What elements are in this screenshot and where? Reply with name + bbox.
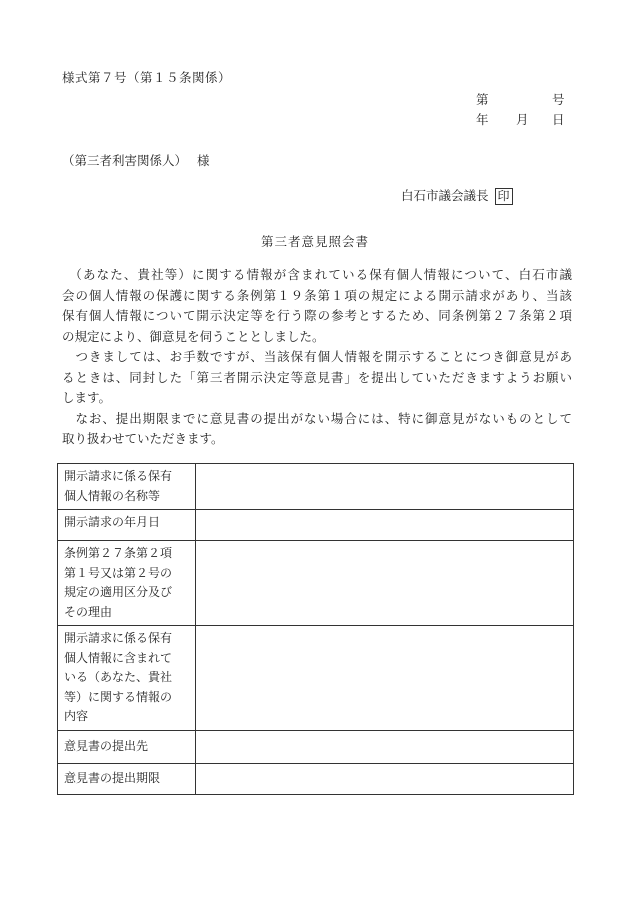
- table-row: [58, 626, 574, 731]
- row-value-submission-deadline[interactable]: [196, 763, 574, 794]
- info-table: [57, 463, 574, 795]
- document-title: 第三者意見照会書: [260, 234, 369, 249]
- table-row: [58, 541, 574, 626]
- body-line: 会の個人情報の保護に関する条例第１９条第１項の規定による開示請求があり、当該: [62, 287, 572, 303]
- addressee: [62, 151, 210, 169]
- row-value-submission-address[interactable]: [196, 730, 574, 763]
- row-value-applicable-category[interactable]: [196, 541, 574, 626]
- row-label-submission-deadline: 意見書の提出期限: [58, 763, 196, 794]
- body-text: [62, 265, 572, 450]
- date-month-label: 月: [516, 112, 529, 127]
- body-line: つきましては、お手数ですが、当該保有個人情報を開示することにつき御意見があ: [75, 349, 572, 364]
- body-line: します。: [62, 390, 112, 405]
- body-line: 取り扱わせていただきます。: [62, 431, 224, 446]
- document-number-prefix: 第: [476, 92, 489, 107]
- form-number: 様式第７号（第１５条関係）: [62, 70, 232, 85]
- document-number-suffix: 号: [552, 92, 565, 107]
- date-year-label: 年: [476, 112, 489, 127]
- body-line: （あなた、貴社等）に関する情報が含まれている保有個人情報について、白石市議: [75, 267, 572, 282]
- row-label-submission-address: 意見書の提出先: [58, 730, 196, 763]
- body-line: なお、提出期限までに意見書の提出がない場合には、特に御意見がないものとして: [75, 410, 572, 426]
- body-line: るときは、同封した「第三者開示決定等意見書」を提出していただきますようお願い: [62, 369, 572, 385]
- row-label-applicable-category: 条例第２７条第２項 第１号又は第２号の 規定の適用区分及び その理由: [58, 541, 196, 626]
- row-value-request-date[interactable]: [196, 510, 574, 541]
- seal-stamp: 印: [495, 188, 513, 205]
- body-line: 保有個人情報について開示決定等を行う際の参考とするため、同条例第２７条第２項: [62, 308, 572, 323]
- table-row: [58, 730, 574, 763]
- addressee-honorific: 様: [197, 153, 210, 168]
- table-row: [58, 510, 574, 541]
- sender: [401, 186, 513, 205]
- row-value-record-name[interactable]: [196, 464, 574, 510]
- table-row: [58, 464, 574, 510]
- sender-name: 白石市議会議長: [401, 188, 489, 203]
- body-line: の規定により、御意見を伺うこととしました。: [62, 328, 325, 344]
- row-label-request-date: 開示請求の年月日: [58, 510, 196, 541]
- row-value-info-content[interactable]: [196, 626, 574, 731]
- row-label-record-name: 開示請求に係る保有 個人情報の名称等: [58, 464, 196, 510]
- row-label-info-content: 開示請求に係る保有 個人情報に含まれて いる（あなた、貴社 等）に関する情報の 内容: [58, 626, 196, 731]
- date-day-label: 日: [552, 112, 565, 127]
- table-row: [58, 763, 574, 794]
- addressee-name: （第三者利害関係人）: [62, 153, 188, 168]
